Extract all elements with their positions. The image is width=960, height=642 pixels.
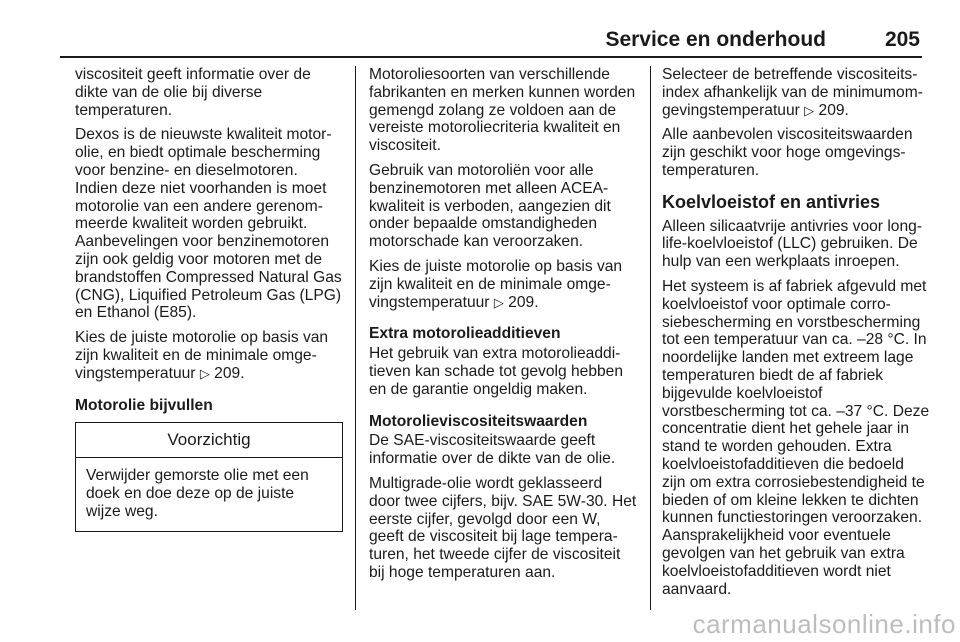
paragraph: Het gebruik van extra motorolieadditieven kan schade tot gevolg hebben en de garantie ongeldig maken. (369, 345, 624, 398)
paragraph: Multigrade-olie wordt geklasseerd door twee cijfers, bijv. SAE 5W-30. Het eerste cijfer, gevolgd door een W, geeft de viscositeit bij lage temperaturen, het tweede cijfer de viscositeit bij hoge temperaturen aan. (369, 474, 637, 581)
page-reference-icon: ▷ (493, 294, 504, 310)
section-title: Service en onderhoud (605, 28, 826, 51)
paragraph: De SAE-viscositeitswaarde geeft informatie over de dikte van de olie. (369, 432, 616, 468)
subheading: Motorolieviscositeitswaarden (369, 412, 588, 430)
paragraph: Dexos is de nieuwste kwaliteit motorolie, en biedt optimale bescherming voor benzine- en dieselmotoren. Indien deze niet voorhanden is moet motorolie van een andere gerenommeerde kwaliteit worden gebruikt. Aanbevelingen voor benzinemotoren zijn ook geldig voor motoren met de brandstoffen Compressed Natural Gas (CNG), Liquified Petroleum Gas (LPG) en Ethanol (E85). (75, 126, 342, 322)
paragraph: Selecteer de betreffende viscositeitsindex afhankelijk van de minimumomgevingstemperatuur ▷ 209. (662, 66, 923, 119)
caution-text: Verwijder gemorste olie met een doek en doe deze op de juiste wijze weg. (86, 467, 309, 520)
page-reference-link[interactable]: 209. (818, 101, 849, 119)
column-divider (650, 66, 651, 610)
paragraph: viscositeit geeft informatie over de dikte van de olie bij diverse temperaturen. (75, 66, 311, 119)
section-heading: Koelvloeistof en antivries (662, 191, 881, 212)
caution-title: Voorzichtig (76, 423, 342, 458)
paragraph: Gebruik van motoroliën voor alle benzinemotoren met alleen ACEA-kwaliteit is verboden, aangezien dit onder bepaalde omstandigheden motorschade kan veroorzaken. (369, 161, 611, 251)
watermark: carmanualsonline.info (692, 609, 956, 639)
page-reference-link[interactable]: 209. (214, 364, 245, 382)
subheading: Motorolie bijvullen (75, 396, 213, 414)
paragraph: Kies de juiste motorolie op basis van zijn kwaliteit en de minimale omgevingstemperatuur ▷ 209. (75, 329, 329, 382)
caution-box (75, 422, 343, 531)
paragraph: Het systeem is af fabriek afgevuld met koelvloeistof voor optimale corrosiebescherming en vorstbescherming tot een temperatuur van ca. –28 °C. In noordelijke landen met extreem lage temperaturen biedt de af fabriek bijgevulde koelvloeistof vorstbescherming tot ca. –37 °C. Deze concentratie dient het gehele jaar in stand te worden gehouden. Extra koelvloeistofadditieven die bedoeld zijn om extra corrosiebestendigheid te bieden of om kleine lekken te dichten kunnen functiestoringen veroorzaken. Aansprakelijkheid voor eventuele gevolgen van het gebruik van extra koelvloeistofadditieven wordt niet aanvaard. (662, 277, 930, 598)
subheading: Extra motorolieadditieven (369, 325, 561, 343)
paragraph: Alleen silicaatvrije antivries voor long-life-koelvloeistof (LLC) gebruiken. De hulp van een werkplaats inroepen. (662, 217, 923, 271)
column-1 (75, 66, 343, 532)
page-number: 205 (884, 28, 920, 51)
page-reference-link[interactable]: 209. (508, 293, 539, 311)
page-reference-icon: ▷ (199, 365, 210, 381)
page-reference-icon: ▷ (804, 102, 815, 118)
paragraph: Alle aanbevolen viscositeitswaarden zijn geschikt voor hoge omgevingstemperaturen. (662, 126, 913, 179)
column-3 (662, 66, 930, 605)
column-divider (355, 66, 356, 610)
column-2 (369, 66, 637, 589)
paragraph: Kies de juiste motorolie op basis van zijn kwaliteit en de minimale omgevingstemperatuur ▷ 209. (369, 257, 623, 311)
page-header (60, 22, 922, 58)
paragraph: Motoroliesoorten van verschillende fabrikanten en merken kunnen worden gemengd zolang ze voldoen aan de vereiste motoroliecriteria kwaliteit en viscositeit. (369, 66, 636, 155)
